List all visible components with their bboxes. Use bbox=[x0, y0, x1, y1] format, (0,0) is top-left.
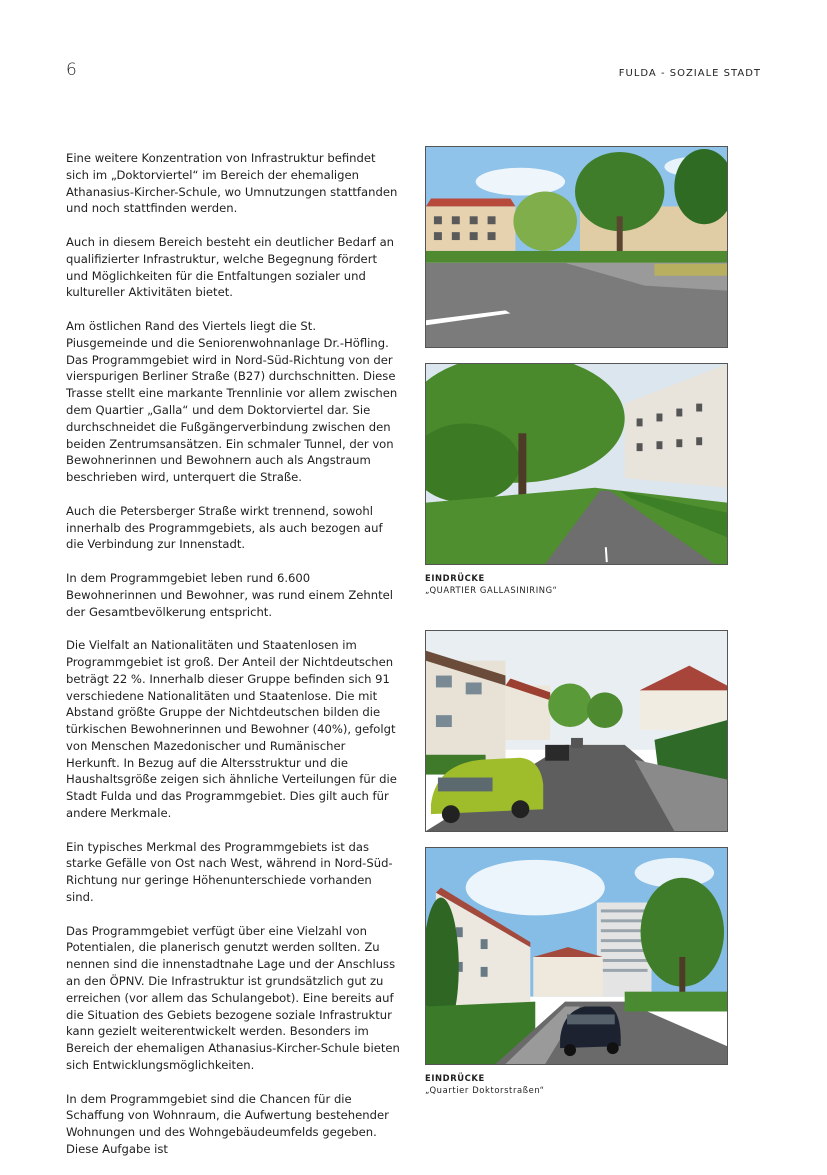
caption-sub: „QUARTIER GALLASINIRING“ bbox=[425, 585, 558, 595]
body-text bbox=[66, 150, 400, 1175]
caption-head: EINDRÜCKE bbox=[425, 1073, 485, 1083]
caption-sub: „Quartier Doktorstraßen“ bbox=[425, 1085, 545, 1095]
photo-tree-lined-path bbox=[425, 363, 728, 565]
photo-street-crossing bbox=[425, 146, 728, 348]
paragraph: In dem Programmgebiet leben rund 6.600 Bewohnerinnen und Bewohner, was rund einem Zehntel der Gesamtbevölkerung entspricht. bbox=[66, 570, 394, 619]
paragraph: Am östlichen Rand des Viertels liegt die St. Piusgemeinde und die Seniorenwohnanlage Dr.-Höfling. Das Programmgebiet wird in Nord-Süd-Richtung von der vierspurigen Berliner Straße (B27) durchschnitten. Diese Trasse stellt eine markante Trennlinie vor allem zwischen dem Quartier „Galla“ und dem Doktorviertel dar. Sie durchschneidet die Fußgängerverbindung zwischen den beiden Zentrumsansätzen. Ein schmaler Tunnel, der von Bewohnerinnen und Bewohnern auch als Angstraum beschrieben wird, unterquert die Straße. bbox=[66, 318, 398, 485]
caption-doktorstrassen bbox=[425, 1072, 545, 1096]
photo-residential-street bbox=[425, 630, 728, 832]
page-number: 6 bbox=[66, 60, 78, 80]
paragraph: In dem Programmgebiet sind die Chancen für die Schaffung von Wohnraum, die Aufwertung bestehender Wohnungen und des Wohngebäudeumfelds gegeben. Diese Aufgabe ist bbox=[66, 1091, 389, 1157]
running-header: FULDA - SOZIALE STADT bbox=[618, 68, 761, 79]
paragraph: Die Vielfalt an Nationalitäten und Staatenlosen im Programmgebiet ist groß. Der Anteil der Nichtdeutschen beträgt 22 %. Innerhalb dieser Gruppe befinden sich 91 verschiedene Nationalitäten und Staatenlose. Die mit Abstand größte Gruppe der Nichtdeutschen bilden die türkischen Bewohnerinnen und Bewohner (40%), gefolgt von Menschen Mazedonischer und Rumänischer Herkunft. In Bezug auf die Altersstruktur und die Haushaltsgröße zeigen sich ähnliche Verteilungen für die Stadt Fulda und das Programmgebiet. Dies gilt auch für andere Merkmale. bbox=[66, 638, 397, 821]
photo-street-highrise bbox=[425, 847, 728, 1065]
paragraph: Auch in diesem Bereich besteht ein deutlicher Bedarf an qualifizierter Infrastruktur, welche Begegnung fördert und Möglichkeiten für die Entfaltungen sozialer und kultureller Aktivitäten bietet. bbox=[66, 234, 395, 300]
caption-gallasiniring bbox=[425, 572, 558, 596]
paragraph: Das Programmgebiet verfügt über eine Vielzahl von Potentialen, die planerisch genutzt werden sollten. Zu nennen sind die innenstadtnahe Lage und der Anschluss an den ÖPNV. Die Infrastruktur ist grundsätzlich gut zu erreichen (vor allem das Schulangebot). Eine bereits auf die Situation des Gebiets bezogene soziale Infrastruktur kann gezielt weiterentwickelt werden. Besonders im Bereich der ehemaligen Athanasius-Kircher-Schule bieten sich Entwicklungsmöglichkeiten. bbox=[66, 923, 400, 1073]
caption-head: EINDRÜCKE bbox=[425, 573, 485, 583]
paragraph: Auch die Petersberger Straße wirkt trennend, sowohl innerhalb des Programmgebiets, als auch bezogen auf die Verbindung zur Innenstadt. bbox=[66, 503, 383, 552]
paragraph: Ein typisches Merkmal des Programmgebiets ist das starke Gefälle von Ost nach West, während in Nord-Süd-Richtung nur geringe Höhenunterschiede vorhanden sind. bbox=[66, 839, 393, 905]
paragraph: Eine weitere Konzentration von Infrastruktur befindet sich im „Doktorviertel“ im Bereich der ehemaligen Athanasius-Kircher-Schule, wo Umnutzungen stattfanden und noch stattfinden werden. bbox=[66, 151, 398, 216]
